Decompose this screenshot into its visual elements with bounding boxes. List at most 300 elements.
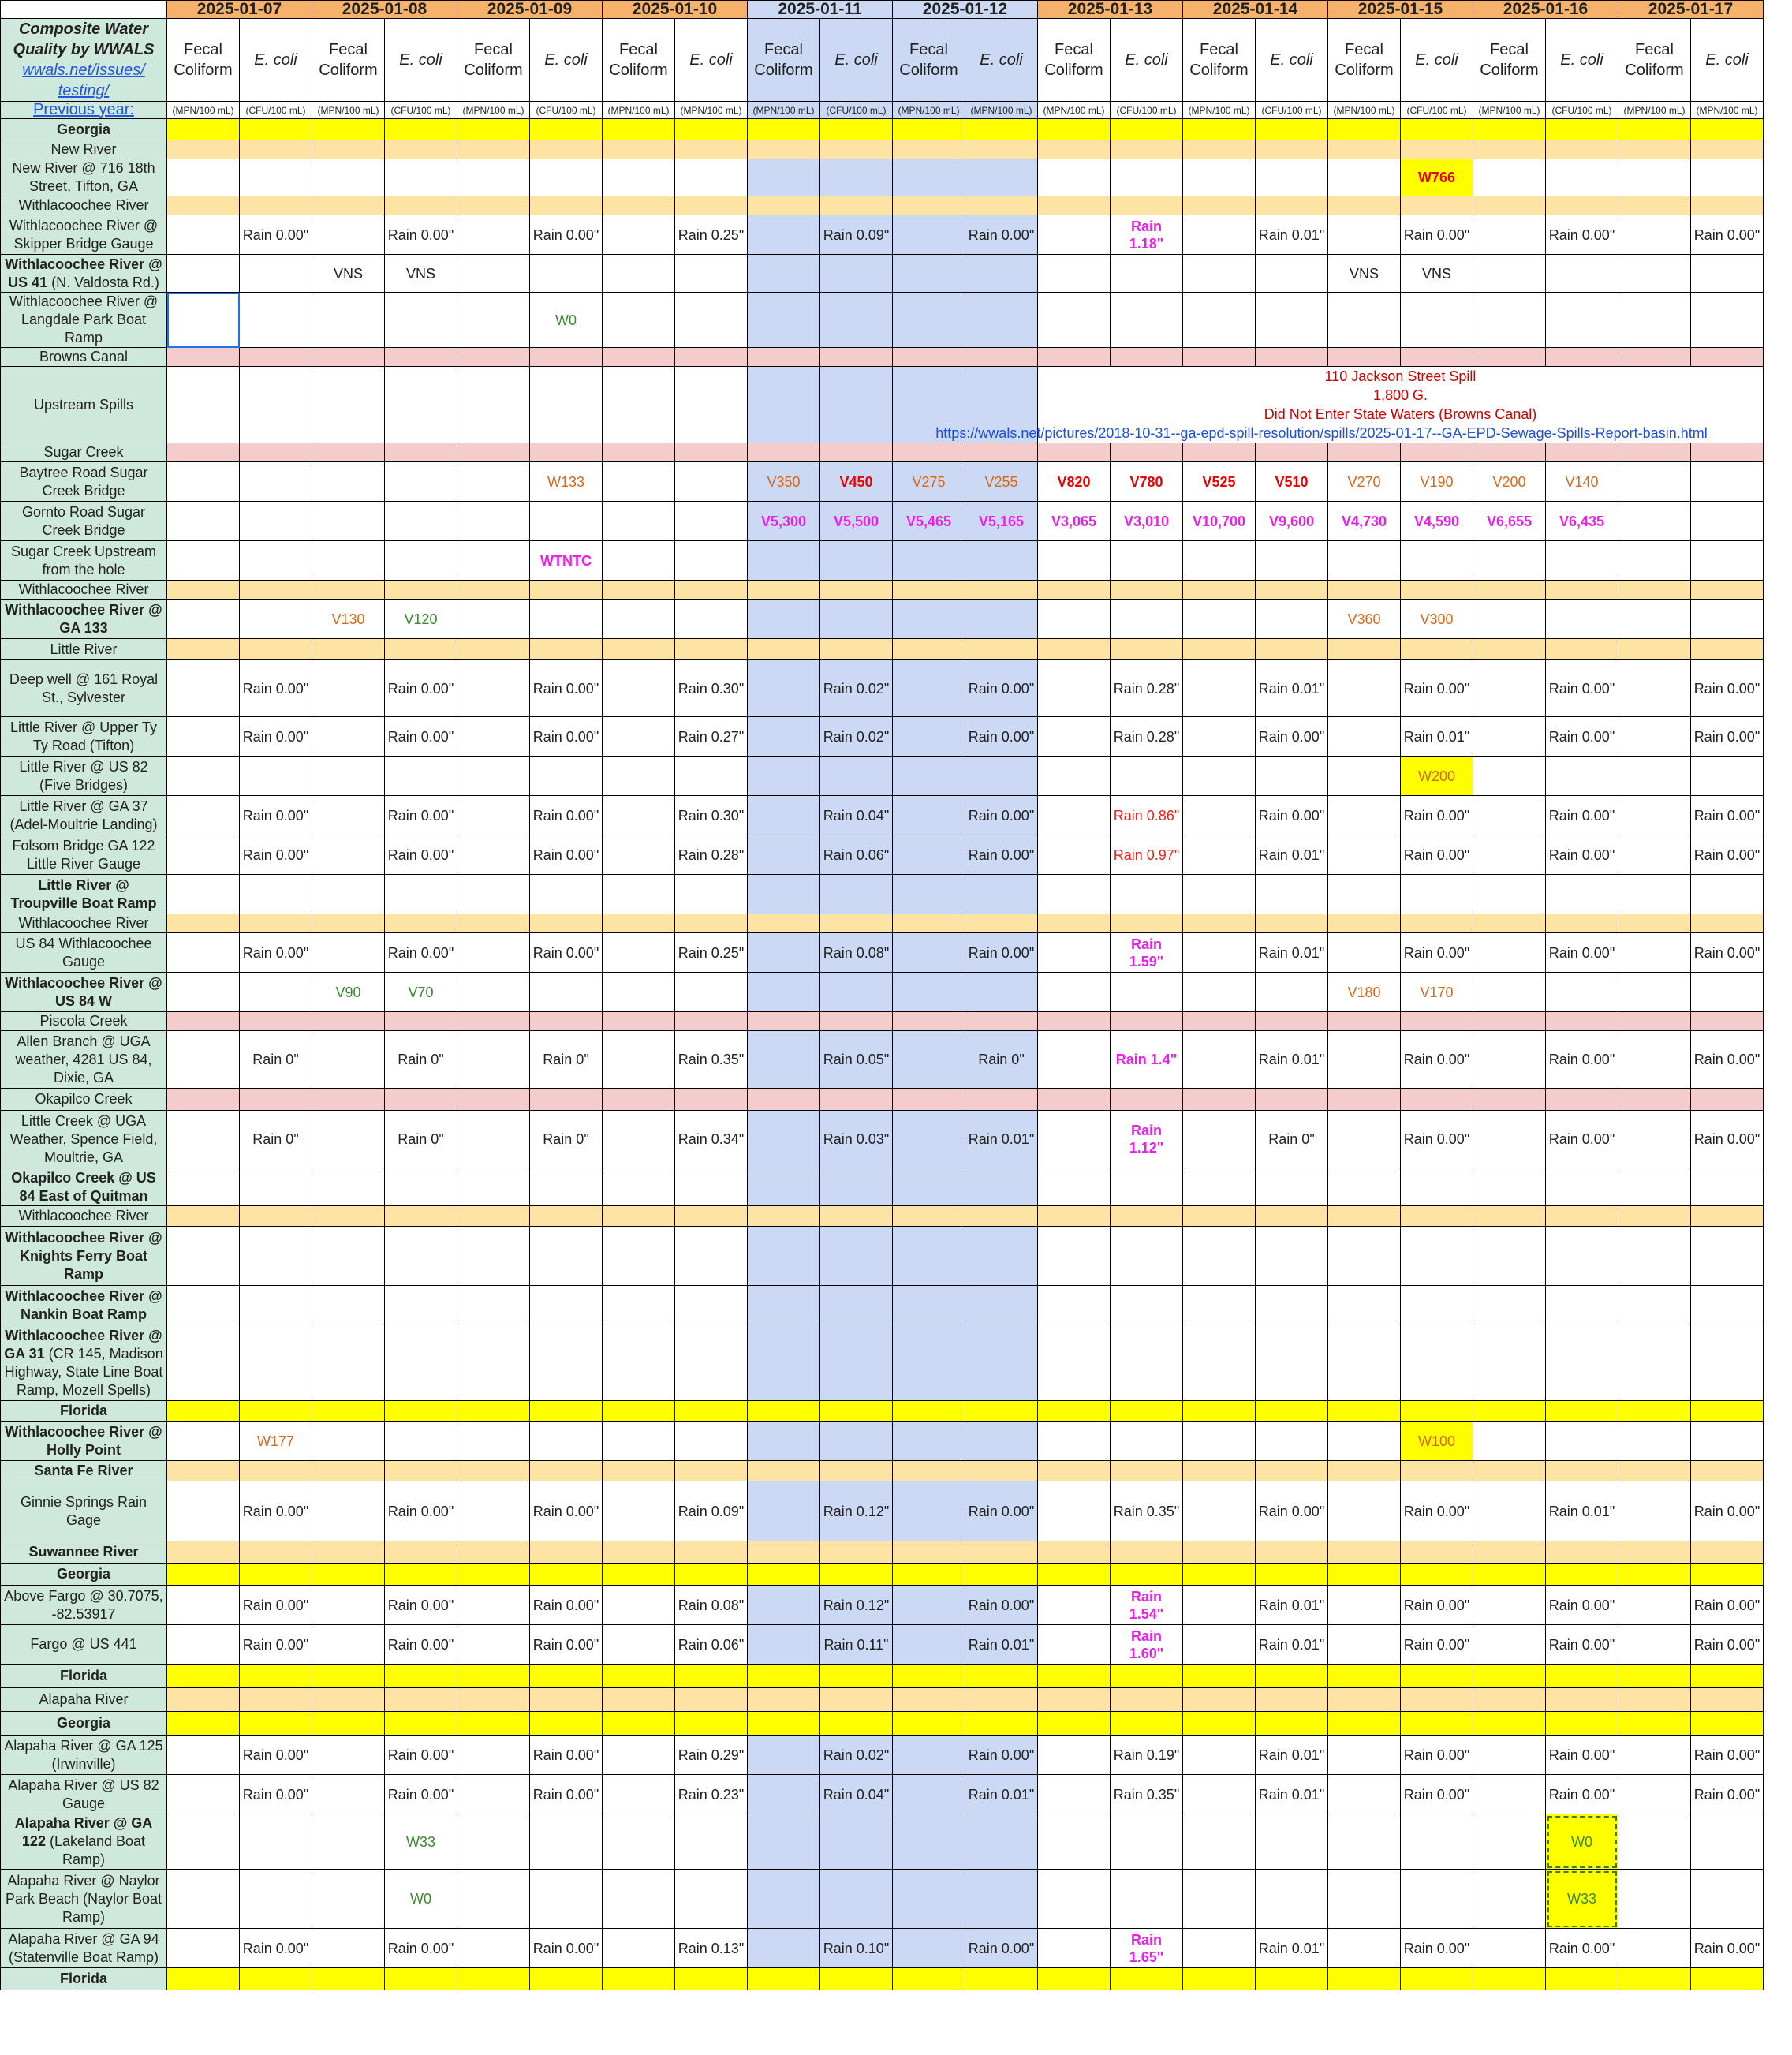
cell[interactable]	[1328, 1929, 1401, 1968]
cell[interactable]	[1183, 717, 1256, 757]
cell[interactable]	[820, 443, 893, 462]
cell[interactable]	[167, 933, 240, 973]
cell[interactable]	[603, 717, 675, 757]
column-title-fecal[interactable]: Fecal Coliform	[1473, 19, 1546, 102]
cell[interactable]	[675, 973, 748, 1012]
cell[interactable]	[457, 1564, 530, 1586]
cell[interactable]	[1618, 1586, 1691, 1625]
cell[interactable]	[603, 1422, 675, 1461]
sample-value[interactable]: WTNTC	[530, 541, 603, 581]
rain-gauge-value[interactable]: Rain 0.00"	[530, 1625, 603, 1665]
cell[interactable]	[1256, 1870, 1328, 1929]
cell[interactable]	[312, 914, 385, 933]
rain-gauge-value[interactable]: Rain 0.00"	[240, 1481, 312, 1541]
cell[interactable]	[1183, 1541, 1256, 1564]
cell[interactable]	[965, 1206, 1038, 1227]
cell[interactable]	[1618, 1736, 1691, 1775]
cell[interactable]	[312, 367, 385, 443]
cell[interactable]	[1038, 119, 1111, 140]
cell[interactable]	[965, 348, 1038, 367]
date-header[interactable]: 2025-01-07	[167, 1, 312, 19]
cell[interactable]	[675, 1012, 748, 1031]
cell[interactable]	[385, 119, 457, 140]
rain-gauge-value[interactable]: Rain 0.00"	[240, 1625, 312, 1665]
cell[interactable]	[167, 1168, 240, 1206]
rain-gauge-value[interactable]: Rain 0.00"	[1546, 215, 1618, 255]
cell[interactable]	[457, 159, 530, 196]
cell[interactable]	[820, 1814, 893, 1870]
cell[interactable]	[1183, 255, 1256, 293]
cell[interactable]	[1256, 1422, 1328, 1461]
cell[interactable]	[385, 1325, 457, 1401]
cell[interactable]	[457, 1168, 530, 1206]
cell[interactable]	[530, 1401, 603, 1422]
cell[interactable]	[1111, 1665, 1183, 1688]
cell[interactable]	[457, 196, 530, 215]
cell[interactable]	[820, 255, 893, 293]
cell[interactable]	[1111, 1688, 1183, 1712]
rain-gauge-value[interactable]: Rain 0.00"	[1691, 1929, 1764, 1968]
cell[interactable]	[748, 1688, 820, 1712]
cell[interactable]	[240, 255, 312, 293]
cell[interactable]	[1546, 1012, 1618, 1031]
sample-value[interactable]: W0	[530, 293, 603, 348]
column-title-fecal[interactable]: Fecal Coliform	[603, 19, 675, 102]
rain-gauge-value[interactable]: Rain 0.00"	[385, 1481, 457, 1541]
rain-gauge-value[interactable]: Rain 0.00"	[1401, 933, 1473, 973]
cell[interactable]	[1473, 1227, 1546, 1286]
rain-gauge-value[interactable]: Rain 0"	[530, 1031, 603, 1089]
cell[interactable]	[457, 1422, 530, 1461]
cell[interactable]	[603, 443, 675, 462]
cell[interactable]	[603, 1012, 675, 1031]
cell[interactable]	[1183, 140, 1256, 159]
rain-gauge-value[interactable]: Rain 0.01"	[1256, 1929, 1328, 1968]
cell[interactable]	[1473, 1401, 1546, 1422]
cell[interactable]	[1401, 1968, 1473, 1990]
cell[interactable]	[167, 796, 240, 835]
cell[interactable]	[385, 502, 457, 541]
rain-gauge-value[interactable]: Rain 0.00"	[530, 1736, 603, 1775]
rain-gauge-value[interactable]: Rain 0"	[1256, 1111, 1328, 1168]
rain-gauge-value[interactable]: Rain 0.00"	[1401, 1031, 1473, 1089]
cell[interactable]	[1473, 1870, 1546, 1929]
cell[interactable]	[1546, 1089, 1618, 1111]
rain-gauge-value[interactable]: Rain 0.01"	[1256, 1586, 1328, 1625]
cell[interactable]	[1111, 196, 1183, 215]
rain-gauge-value[interactable]: Rain 0"	[530, 1111, 603, 1168]
cell[interactable]	[1618, 1481, 1691, 1541]
cell[interactable]	[1256, 1089, 1328, 1111]
cell[interactable]	[1401, 1541, 1473, 1564]
cell[interactable]	[312, 835, 385, 875]
rain-gauge-value[interactable]: Rain 0.00"	[1546, 1775, 1618, 1814]
cell[interactable]	[385, 293, 457, 348]
cell[interactable]	[603, 1401, 675, 1422]
rain-gauge-value[interactable]: Rain 0.00"	[1691, 1625, 1764, 1665]
date-header[interactable]: 2025-01-17	[1618, 1, 1764, 19]
cell[interactable]	[312, 875, 385, 914]
cell[interactable]	[167, 1712, 240, 1736]
cell[interactable]	[240, 600, 312, 639]
cell[interactable]	[675, 1168, 748, 1206]
cell[interactable]	[1618, 1286, 1691, 1325]
rain-gauge-value[interactable]: Rain 0.00"	[965, 1736, 1038, 1775]
cell[interactable]	[1183, 159, 1256, 196]
cell[interactable]	[1256, 1286, 1328, 1325]
cell[interactable]	[820, 581, 893, 600]
column-title-fecal[interactable]: Fecal Coliform	[1038, 19, 1111, 102]
cell[interactable]	[1111, 639, 1183, 660]
cell[interactable]	[748, 1665, 820, 1688]
rain-gauge-value[interactable]: Rain 0.00"	[240, 1929, 312, 1968]
cell[interactable]	[167, 717, 240, 757]
cell[interactable]	[530, 1168, 603, 1206]
cell[interactable]	[1183, 1401, 1256, 1422]
cell[interactable]	[457, 502, 530, 541]
cell[interactable]	[1038, 1688, 1111, 1712]
cell[interactable]	[965, 1968, 1038, 1990]
cell[interactable]	[1473, 1625, 1546, 1665]
cell[interactable]	[1691, 1286, 1764, 1325]
rain-gauge-value[interactable]: Rain 0.00"	[385, 1586, 457, 1625]
cell[interactable]	[1183, 914, 1256, 933]
cell[interactable]	[240, 1461, 312, 1481]
cell[interactable]	[893, 1736, 965, 1775]
cell[interactable]	[603, 1736, 675, 1775]
cell[interactable]	[965, 1089, 1038, 1111]
cell[interactable]	[603, 367, 675, 443]
cell[interactable]	[1401, 1012, 1473, 1031]
cell[interactable]	[603, 1712, 675, 1736]
cell[interactable]	[530, 367, 603, 443]
rain-gauge-value[interactable]: Rain 0.00"	[240, 1775, 312, 1814]
cell[interactable]	[457, 1870, 530, 1929]
cell[interactable]	[312, 1089, 385, 1111]
section-name[interactable]: Sugar Creek	[1, 443, 167, 462]
cell[interactable]	[1183, 660, 1256, 717]
cell[interactable]	[457, 1481, 530, 1541]
sample-value[interactable]: V5,465	[893, 502, 965, 541]
date-header[interactable]: 2025-01-13	[1038, 1, 1183, 19]
cell[interactable]	[1546, 639, 1618, 660]
cell[interactable]	[1691, 1712, 1764, 1736]
cell[interactable]	[240, 196, 312, 215]
cell[interactable]	[1473, 1286, 1546, 1325]
rain-gauge-value[interactable]: Rain 0.00"	[1691, 1031, 1764, 1089]
cell[interactable]	[1038, 1736, 1111, 1775]
cell[interactable]	[675, 581, 748, 600]
cell[interactable]	[1111, 159, 1183, 196]
rain-gauge-value[interactable]: Rain 0.01"	[1256, 1775, 1328, 1814]
cell[interactable]	[1328, 1736, 1401, 1775]
cell[interactable]	[1546, 1168, 1618, 1206]
cell[interactable]	[1473, 1688, 1546, 1712]
cell[interactable]	[1111, 1968, 1183, 1990]
cell[interactable]	[748, 1031, 820, 1089]
rain-gauge-value[interactable]: Rain 0.00"	[385, 1775, 457, 1814]
cell[interactable]	[893, 1168, 965, 1206]
cell[interactable]	[893, 1089, 965, 1111]
cell[interactable]	[675, 1206, 748, 1227]
rain-gauge-value[interactable]: Rain 0.00"	[1546, 1625, 1618, 1665]
cell[interactable]	[167, 293, 240, 348]
cell[interactable]	[167, 1031, 240, 1089]
cell[interactable]	[1546, 196, 1618, 215]
rain-gauge-value[interactable]: Rain 0.00"	[965, 1481, 1038, 1541]
cell[interactable]	[1473, 1665, 1546, 1688]
sample-value[interactable]: V180	[1328, 973, 1401, 1012]
cell[interactable]	[1038, 348, 1111, 367]
cell[interactable]	[603, 119, 675, 140]
rain-gauge-value[interactable]: VNS	[312, 255, 385, 293]
cell[interactable]	[675, 1870, 748, 1929]
cell[interactable]	[1546, 140, 1618, 159]
cell[interactable]	[603, 835, 675, 875]
column-title-ecoli[interactable]	[240, 19, 312, 102]
cell[interactable]	[167, 1111, 240, 1168]
cell[interactable]	[1328, 757, 1401, 796]
cell[interactable]	[1328, 140, 1401, 159]
cell[interactable]	[385, 1012, 457, 1031]
cell[interactable]	[675, 255, 748, 293]
cell[interactable]	[748, 1541, 820, 1564]
cell[interactable]	[1328, 875, 1401, 914]
cell[interactable]	[167, 1688, 240, 1712]
rain-gauge-value[interactable]: Rain 0.00"	[530, 1775, 603, 1814]
cell[interactable]	[1038, 1929, 1111, 1968]
cell[interactable]	[1111, 140, 1183, 159]
cell[interactable]	[1473, 541, 1546, 581]
cell[interactable]	[1401, 1712, 1473, 1736]
cell[interactable]	[1618, 1206, 1691, 1227]
cell[interactable]	[820, 541, 893, 581]
cell[interactable]	[748, 1586, 820, 1625]
rain-gauge-value[interactable]: Rain 0.00"	[385, 1929, 457, 1968]
site-name[interactable]	[1, 255, 167, 293]
cell[interactable]	[603, 1586, 675, 1625]
cell[interactable]	[1546, 541, 1618, 581]
section-name[interactable]: Georgia	[1, 1564, 167, 1586]
site-name[interactable]	[1, 1814, 167, 1870]
cell[interactable]	[1691, 502, 1764, 541]
cell[interactable]	[240, 462, 312, 502]
cell[interactable]	[893, 443, 965, 462]
cell[interactable]	[1401, 1227, 1473, 1286]
rain-gauge-value[interactable]: Rain 0.00"	[385, 835, 457, 875]
cell[interactable]	[240, 1401, 312, 1422]
cell[interactable]	[1328, 1422, 1401, 1461]
cell[interactable]	[675, 1688, 748, 1712]
rain-gauge-value[interactable]: Rain 0.01"	[965, 1111, 1038, 1168]
column-title-fecal[interactable]: Fecal Coliform	[748, 19, 820, 102]
cell[interactable]	[603, 1929, 675, 1968]
cell[interactable]	[893, 1586, 965, 1625]
rain-gauge-value[interactable]: Rain 0.00"	[385, 1625, 457, 1665]
cell[interactable]	[1546, 1422, 1618, 1461]
cell[interactable]	[1546, 159, 1618, 196]
cell[interactable]	[240, 875, 312, 914]
cell[interactable]	[1328, 1286, 1401, 1325]
cell[interactable]	[1473, 581, 1546, 600]
cell[interactable]	[893, 1564, 965, 1586]
cell[interactable]	[530, 140, 603, 159]
site-name[interactable]: Baytree Road Sugar Creek Bridge	[1, 462, 167, 502]
cell[interactable]	[457, 717, 530, 757]
rain-gauge-value[interactable]: Rain 0.01"	[1256, 1625, 1328, 1665]
cell[interactable]	[1618, 660, 1691, 717]
cell[interactable]	[603, 159, 675, 196]
cell[interactable]	[893, 541, 965, 581]
rain-gauge-value[interactable]: Rain 1.54"	[1111, 1586, 1183, 1625]
cell[interactable]	[1328, 1089, 1401, 1111]
cell[interactable]	[1328, 796, 1401, 835]
cell[interactable]	[240, 1665, 312, 1688]
cell[interactable]	[240, 1012, 312, 1031]
rain-gauge-value[interactable]: Rain 0.00"	[1691, 717, 1764, 757]
site-name[interactable]: Withlacoochee River @ Knights Ferry Boat Ramp	[1, 1227, 167, 1286]
cell[interactable]	[1546, 1206, 1618, 1227]
cell[interactable]	[820, 1286, 893, 1325]
cell[interactable]	[1473, 119, 1546, 140]
cell[interactable]	[1038, 255, 1111, 293]
cell[interactable]	[1618, 1665, 1691, 1688]
cell[interactable]	[457, 1286, 530, 1325]
cell[interactable]	[167, 1481, 240, 1541]
cell[interactable]	[385, 1286, 457, 1325]
cell[interactable]	[167, 1814, 240, 1870]
sample-value[interactable]: V3,010	[1111, 502, 1183, 541]
sample-value[interactable]: W0	[1546, 1814, 1618, 1870]
date-header[interactable]: 2025-01-16	[1473, 1, 1618, 19]
cell[interactable]	[312, 1814, 385, 1870]
cell[interactable]	[1256, 1325, 1328, 1401]
rain-gauge-value[interactable]: Rain 0.01"	[1256, 933, 1328, 973]
cell[interactable]	[240, 1870, 312, 1929]
cell[interactable]	[1546, 1968, 1618, 1990]
cell[interactable]	[1691, 1422, 1764, 1461]
cell[interactable]	[675, 639, 748, 660]
cell[interactable]	[1401, 1814, 1473, 1870]
rain-gauge-value[interactable]: Rain 0.00"	[1546, 933, 1618, 973]
cell[interactable]	[1328, 293, 1401, 348]
cell[interactable]	[603, 1625, 675, 1665]
cell[interactable]	[820, 1227, 893, 1286]
cell[interactable]	[530, 1422, 603, 1461]
sample-value[interactable]: V255	[965, 462, 1038, 502]
cell[interactable]	[1038, 1968, 1111, 1990]
cell[interactable]	[603, 875, 675, 914]
cell[interactable]	[167, 1564, 240, 1586]
cell[interactable]	[1546, 119, 1618, 140]
cell[interactable]	[1111, 1401, 1183, 1422]
cell[interactable]	[240, 1968, 312, 1990]
cell[interactable]	[1618, 1422, 1691, 1461]
cell[interactable]	[965, 140, 1038, 159]
cell[interactable]	[675, 600, 748, 639]
cell[interactable]	[457, 541, 530, 581]
cell[interactable]	[893, 1541, 965, 1564]
sample-value[interactable]: V9,600	[1256, 502, 1328, 541]
site-name[interactable]: Alapaha River @ US 82 Gauge	[1, 1775, 167, 1814]
cell[interactable]	[385, 639, 457, 660]
cell[interactable]	[1546, 348, 1618, 367]
cell[interactable]	[457, 462, 530, 502]
cell[interactable]	[1256, 757, 1328, 796]
cell[interactable]	[675, 1968, 748, 1990]
cell[interactable]	[1691, 1206, 1764, 1227]
rain-gauge-value[interactable]: Rain 1.18"	[1111, 215, 1183, 255]
site-name[interactable]: Withlacoochee River @ Nankin Boat Ramp	[1, 1286, 167, 1325]
cell[interactable]	[530, 1688, 603, 1712]
cell[interactable]	[820, 1461, 893, 1481]
cell[interactable]	[240, 541, 312, 581]
rain-gauge-value[interactable]: Rain 0.01"	[1256, 215, 1328, 255]
cell[interactable]	[965, 973, 1038, 1012]
cell[interactable]	[385, 541, 457, 581]
cell[interactable]	[1691, 1168, 1764, 1206]
cell[interactable]	[748, 1227, 820, 1286]
cell[interactable]	[1256, 1541, 1328, 1564]
sample-value[interactable]: V300	[1401, 600, 1473, 639]
rain-gauge-value[interactable]: Rain 0.12"	[820, 1481, 893, 1541]
cell[interactable]	[748, 1736, 820, 1775]
cell[interactable]	[312, 1968, 385, 1990]
cell[interactable]	[1473, 1089, 1546, 1111]
cell[interactable]	[385, 875, 457, 914]
site-name[interactable]: New River @ 716 18th Street, Tifton, GA	[1, 159, 167, 196]
cell[interactable]	[312, 933, 385, 973]
cell[interactable]	[1256, 973, 1328, 1012]
rain-gauge-value[interactable]: Rain 0.01"	[965, 1775, 1038, 1814]
cell[interactable]	[1256, 293, 1328, 348]
cell[interactable]	[893, 1481, 965, 1541]
rain-gauge-value[interactable]: Rain 0.35"	[1111, 1775, 1183, 1814]
cell[interactable]	[675, 1564, 748, 1586]
cell[interactable]	[1038, 1206, 1111, 1227]
cell[interactable]	[1691, 255, 1764, 293]
cell[interactable]	[1691, 973, 1764, 1012]
cell[interactable]	[1038, 1541, 1111, 1564]
rain-gauge-value[interactable]: Rain 0.35"	[1111, 1481, 1183, 1541]
cell[interactable]	[1618, 1814, 1691, 1870]
cell[interactable]	[748, 367, 820, 443]
sample-value[interactable]: V510	[1256, 462, 1328, 502]
cell[interactable]	[240, 1325, 312, 1401]
cell[interactable]	[1183, 1286, 1256, 1325]
cell[interactable]	[748, 1286, 820, 1325]
cell[interactable]	[1256, 600, 1328, 639]
cell[interactable]	[893, 1031, 965, 1089]
cell[interactable]	[675, 875, 748, 914]
cell[interactable]	[1183, 1929, 1256, 1968]
cell[interactable]	[820, 1688, 893, 1712]
cell[interactable]	[1328, 1775, 1401, 1814]
cell[interactable]	[1328, 1586, 1401, 1625]
cell[interactable]	[167, 348, 240, 367]
cell[interactable]	[530, 1206, 603, 1227]
cell[interactable]	[603, 1775, 675, 1814]
cell[interactable]	[1546, 293, 1618, 348]
cell[interactable]	[1328, 1168, 1401, 1206]
cell[interactable]	[1691, 462, 1764, 502]
cell[interactable]	[1618, 933, 1691, 973]
cell[interactable]	[965, 159, 1038, 196]
cell[interactable]	[1038, 1227, 1111, 1286]
cell[interactable]	[893, 914, 965, 933]
cell[interactable]	[1618, 1870, 1691, 1929]
rain-gauge-value[interactable]: Rain 0.04"	[820, 796, 893, 835]
